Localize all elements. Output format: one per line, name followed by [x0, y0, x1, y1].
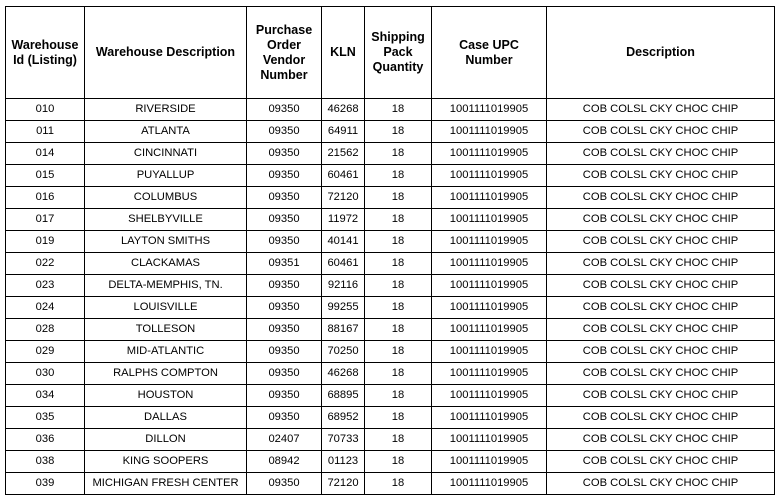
cell-warehouse-description: MICHIGAN FRESH CENTER: [85, 473, 247, 495]
cell-description: COB COLSL CKY CHOC CHIP: [547, 209, 775, 231]
cell-case-upc-number: 1001111019905: [432, 231, 547, 253]
cell-warehouse-id: 022: [6, 253, 85, 275]
cell-warehouse-id: 014: [6, 143, 85, 165]
table-body: [6, 99, 775, 495]
cell-shipping-pack-quantity: 18: [365, 319, 432, 341]
cell-kln: 11972: [322, 209, 365, 231]
cell-case-upc-number: 1001111019905: [432, 275, 547, 297]
table-row: [6, 253, 775, 275]
table-row: [6, 297, 775, 319]
cell-shipping-pack-quantity: 18: [365, 297, 432, 319]
cell-po-vendor-number: 09350: [247, 297, 322, 319]
cell-kln: 64911: [322, 121, 365, 143]
cell-shipping-pack-quantity: 18: [365, 99, 432, 121]
table-row: [6, 165, 775, 187]
cell-po-vendor-number: 02407: [247, 429, 322, 451]
cell-case-upc-number: 1001111019905: [432, 165, 547, 187]
table-row: [6, 385, 775, 407]
cell-warehouse-id: 016: [6, 187, 85, 209]
cell-case-upc-number: 1001111019905: [432, 121, 547, 143]
table-container: [5, 6, 775, 495]
cell-po-vendor-number: 09350: [247, 231, 322, 253]
table-row: [6, 187, 775, 209]
cell-po-vendor-number: 09350: [247, 187, 322, 209]
table-row: [6, 319, 775, 341]
cell-shipping-pack-quantity: 18: [365, 363, 432, 385]
cell-case-upc-number: 1001111019905: [432, 143, 547, 165]
cell-shipping-pack-quantity: 18: [365, 231, 432, 253]
cell-kln: 68895: [322, 385, 365, 407]
cell-po-vendor-number: 09350: [247, 275, 322, 297]
cell-kln: 68952: [322, 407, 365, 429]
cell-po-vendor-number: 09350: [247, 143, 322, 165]
cell-po-vendor-number: 09350: [247, 99, 322, 121]
cell-warehouse-description: RALPHS COMPTON: [85, 363, 247, 385]
cell-po-vendor-number: 09350: [247, 121, 322, 143]
cell-description: COB COLSL CKY CHOC CHIP: [547, 99, 775, 121]
cell-shipping-pack-quantity: 18: [365, 473, 432, 495]
cell-warehouse-id: 010: [6, 99, 85, 121]
cell-warehouse-description: DALLAS: [85, 407, 247, 429]
cell-case-upc-number: 1001111019905: [432, 341, 547, 363]
cell-description: COB COLSL CKY CHOC CHIP: [547, 297, 775, 319]
cell-kln: 60461: [322, 253, 365, 275]
cell-kln: 88167: [322, 319, 365, 341]
cell-warehouse-id: 023: [6, 275, 85, 297]
cell-kln: 92116: [322, 275, 365, 297]
cell-description: COB COLSL CKY CHOC CHIP: [547, 429, 775, 451]
cell-description: COB COLSL CKY CHOC CHIP: [547, 143, 775, 165]
cell-description: COB COLSL CKY CHOC CHIP: [547, 275, 775, 297]
cell-case-upc-number: 1001111019905: [432, 407, 547, 429]
cell-shipping-pack-quantity: 18: [365, 121, 432, 143]
cell-case-upc-number: 1001111019905: [432, 473, 547, 495]
cell-warehouse-id: 034: [6, 385, 85, 407]
cell-description: COB COLSL CKY CHOC CHIP: [547, 165, 775, 187]
cell-warehouse-description: HOUSTON: [85, 385, 247, 407]
header-warehouse-description: Warehouse Description: [85, 7, 247, 99]
cell-case-upc-number: 1001111019905: [432, 253, 547, 275]
cell-shipping-pack-quantity: 18: [365, 253, 432, 275]
table-row: [6, 209, 775, 231]
cell-warehouse-description: COLUMBUS: [85, 187, 247, 209]
cell-po-vendor-number: 09350: [247, 341, 322, 363]
cell-po-vendor-number: 09350: [247, 363, 322, 385]
cell-warehouse-id: 019: [6, 231, 85, 253]
cell-description: COB COLSL CKY CHOC CHIP: [547, 121, 775, 143]
table-row: [6, 429, 775, 451]
cell-kln: 60461: [322, 165, 365, 187]
cell-kln: 70733: [322, 429, 365, 451]
cell-warehouse-description: RIVERSIDE: [85, 99, 247, 121]
cell-description: COB COLSL CKY CHOC CHIP: [547, 253, 775, 275]
table-row: [6, 275, 775, 297]
cell-warehouse-description: KING SOOPERS: [85, 451, 247, 473]
cell-warehouse-id: 036: [6, 429, 85, 451]
cell-shipping-pack-quantity: 18: [365, 209, 432, 231]
header-kln: KLN: [322, 7, 365, 99]
cell-case-upc-number: 1001111019905: [432, 297, 547, 319]
cell-case-upc-number: 1001111019905: [432, 451, 547, 473]
cell-shipping-pack-quantity: 18: [365, 165, 432, 187]
cell-description: COB COLSL CKY CHOC CHIP: [547, 187, 775, 209]
cell-description: COB COLSL CKY CHOC CHIP: [547, 473, 775, 495]
cell-kln: 99255: [322, 297, 365, 319]
cell-description: COB COLSL CKY CHOC CHIP: [547, 319, 775, 341]
cell-kln: 01123: [322, 451, 365, 473]
cell-shipping-pack-quantity: 18: [365, 341, 432, 363]
cell-warehouse-description: SHELBYVILLE: [85, 209, 247, 231]
cell-warehouse-description: LOUISVILLE: [85, 297, 247, 319]
cell-warehouse-id: 039: [6, 473, 85, 495]
cell-warehouse-id: 029: [6, 341, 85, 363]
cell-warehouse-id: 015: [6, 165, 85, 187]
table-row: [6, 121, 775, 143]
cell-po-vendor-number: 09351: [247, 253, 322, 275]
cell-warehouse-description: PUYALLUP: [85, 165, 247, 187]
cell-po-vendor-number: 08942: [247, 451, 322, 473]
cell-shipping-pack-quantity: 18: [365, 451, 432, 473]
cell-warehouse-description: CINCINNATI: [85, 143, 247, 165]
cell-case-upc-number: 1001111019905: [432, 319, 547, 341]
cell-po-vendor-number: 09350: [247, 407, 322, 429]
cell-warehouse-description: ATLANTA: [85, 121, 247, 143]
header-case-upc-number: Case UPC Number: [432, 7, 547, 99]
cell-kln: 46268: [322, 363, 365, 385]
cell-warehouse-id: 038: [6, 451, 85, 473]
cell-description: COB COLSL CKY CHOC CHIP: [547, 407, 775, 429]
cell-case-upc-number: 1001111019905: [432, 99, 547, 121]
cell-warehouse-id: 017: [6, 209, 85, 231]
cell-description: COB COLSL CKY CHOC CHIP: [547, 385, 775, 407]
cell-warehouse-description: CLACKAMAS: [85, 253, 247, 275]
cell-case-upc-number: 1001111019905: [432, 385, 547, 407]
cell-description: COB COLSL CKY CHOC CHIP: [547, 451, 775, 473]
cell-warehouse-description: TOLLESON: [85, 319, 247, 341]
cell-kln: 70250: [322, 341, 365, 363]
header-shipping-pack-quantity: Shipping Pack Quantity: [365, 7, 432, 99]
cell-warehouse-description: DILLON: [85, 429, 247, 451]
warehouse-listing-table: [5, 6, 775, 495]
cell-warehouse-description: LAYTON SMITHS: [85, 231, 247, 253]
cell-kln: 72120: [322, 473, 365, 495]
table-header: [6, 7, 775, 99]
cell-warehouse-id: 035: [6, 407, 85, 429]
table-row: [6, 341, 775, 363]
cell-warehouse-id: 024: [6, 297, 85, 319]
cell-description: COB COLSL CKY CHOC CHIP: [547, 341, 775, 363]
cell-warehouse-id: 030: [6, 363, 85, 385]
cell-warehouse-id: 011: [6, 121, 85, 143]
cell-shipping-pack-quantity: 18: [365, 275, 432, 297]
table-row: [6, 143, 775, 165]
header-po-vendor-number: Purchase Order Vendor Number: [247, 7, 322, 99]
header-row: [6, 7, 775, 99]
cell-shipping-pack-quantity: 18: [365, 187, 432, 209]
table-row: [6, 451, 775, 473]
table-row: [6, 363, 775, 385]
cell-warehouse-description: DELTA-MEMPHIS, TN.: [85, 275, 247, 297]
cell-shipping-pack-quantity: 18: [365, 429, 432, 451]
cell-po-vendor-number: 09350: [247, 473, 322, 495]
cell-po-vendor-number: 09350: [247, 209, 322, 231]
cell-po-vendor-number: 09350: [247, 165, 322, 187]
table-row: [6, 407, 775, 429]
header-description: Description: [547, 7, 775, 99]
cell-kln: 46268: [322, 99, 365, 121]
cell-case-upc-number: 1001111019905: [432, 187, 547, 209]
cell-shipping-pack-quantity: 18: [365, 407, 432, 429]
cell-kln: 72120: [322, 187, 365, 209]
cell-case-upc-number: 1001111019905: [432, 363, 547, 385]
cell-case-upc-number: 1001111019905: [432, 429, 547, 451]
cell-po-vendor-number: 09350: [247, 319, 322, 341]
cell-kln: 21562: [322, 143, 365, 165]
cell-po-vendor-number: 09350: [247, 385, 322, 407]
cell-description: COB COLSL CKY CHOC CHIP: [547, 231, 775, 253]
cell-warehouse-description: MID-ATLANTIC: [85, 341, 247, 363]
cell-shipping-pack-quantity: 18: [365, 385, 432, 407]
table-row: [6, 473, 775, 495]
header-warehouse-id: Warehouse Id (Listing): [6, 7, 85, 99]
cell-warehouse-id: 028: [6, 319, 85, 341]
cell-shipping-pack-quantity: 18: [365, 143, 432, 165]
cell-case-upc-number: 1001111019905: [432, 209, 547, 231]
cell-kln: 40141: [322, 231, 365, 253]
table-row: [6, 231, 775, 253]
table-row: [6, 99, 775, 121]
cell-description: COB COLSL CKY CHOC CHIP: [547, 363, 775, 385]
